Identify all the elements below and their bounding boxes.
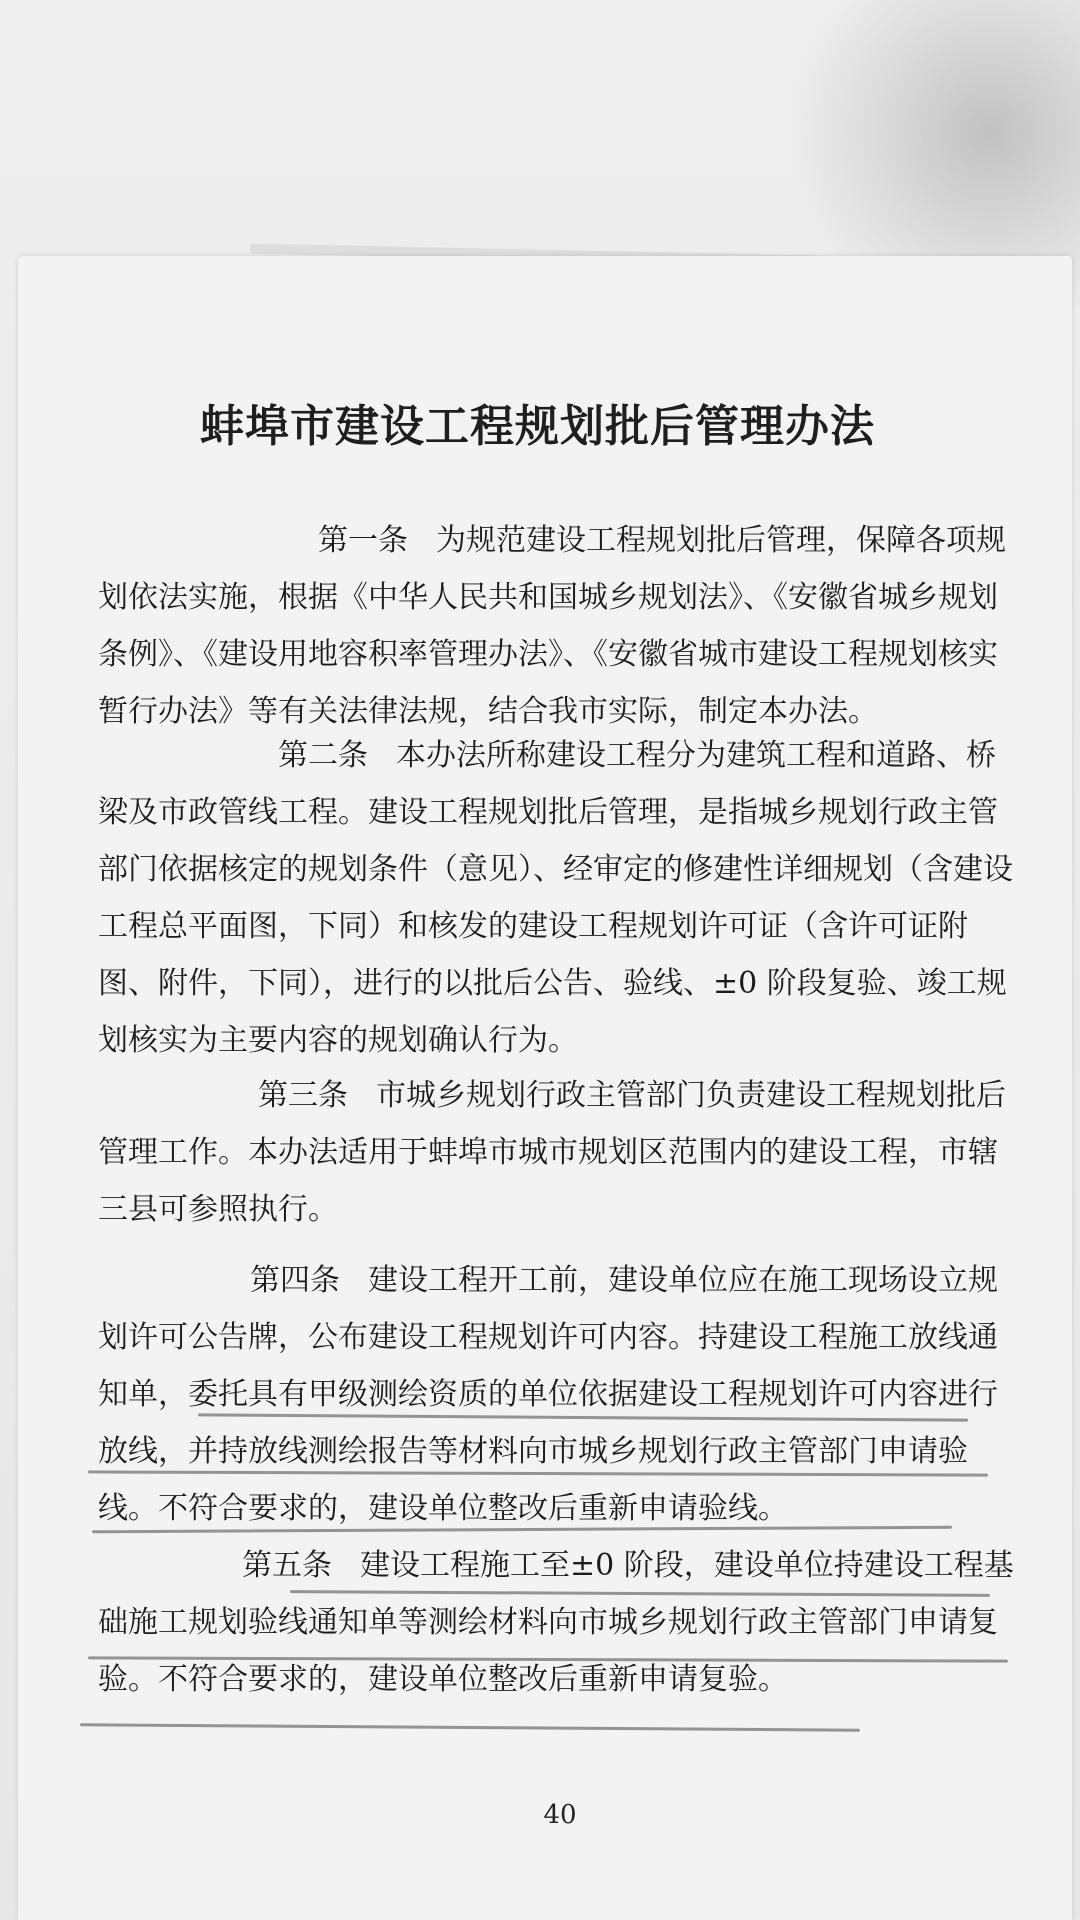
article-4-label: 第四条 <box>250 1263 340 1298</box>
article-5-label: 第五条 <box>242 1548 332 1583</box>
page-number: 40 <box>543 1800 577 1830</box>
article-5 <box>98 1537 1018 1708</box>
article-3 <box>98 1067 1018 1238</box>
article-2 <box>98 727 1018 1069</box>
article-2-label: 第二条 <box>278 738 368 773</box>
article-1-text: 为规范建设工程规划批后管理，保障各项规划依法实施，根据《中华人民共和国城乡规划法》、《安徽省城乡规划条例》、《建设用地容积率管理办法》、《安徽省城市建设工程规划核实暂行办法》等有关法律法规，结合我市实际，制定本办法。 <box>98 523 1006 729</box>
article-1-label: 第一条 <box>318 523 408 558</box>
article-5-text: 建设工程施工至±0 阶段，建设单位持建设工程基础施工规划验线通知单等测绘材料向市城乡规划行政主管部门申请复验。不符合要求的，建设单位整改后重新申请复验。 <box>98 1548 1014 1697</box>
article-3-label: 第三条 <box>258 1078 348 1113</box>
article-4 <box>98 1252 1018 1537</box>
article-3-text: 市城乡规划行政主管部门负责建设工程规划批后管理工作。本办法适用于蚌埠市城市规划区范围内的建设工程，市辖三县可参照执行。 <box>98 1078 1006 1227</box>
article-2-text: 本办法所称建设工程分为建筑工程和道路、桥梁及市政管线工程。建设工程规划批后管理，是指城乡规划行政主管部门依据核定的规划条件（意见）、经审定的修建性详细规划（含建设工程总平面图，下同）和核发的建设工程规划许可证（含许可证附图、附件，下同），进行的以批后公告、验线、±0 阶段复验、竣工规划核实为主要内容的规划确认行为。 <box>98 738 1013 1058</box>
article-4-text: 建设工程开工前，建设单位应在施工现场设立规划许可公告牌，公布建设工程规划许可内容。持建设工程施工放线通知单，委托具有甲级测绘资质的单位依据建设工程规划许可内容进行放线，并持放线测绘报告等材料向市城乡规划行政主管部门申请验线。不符合要求的，建设单位整改后重新申请验线。 <box>98 1263 998 1526</box>
document-title: 蚌埠市建设工程规划批后管理办法 <box>200 401 875 452</box>
article-1 <box>98 512 1018 740</box>
